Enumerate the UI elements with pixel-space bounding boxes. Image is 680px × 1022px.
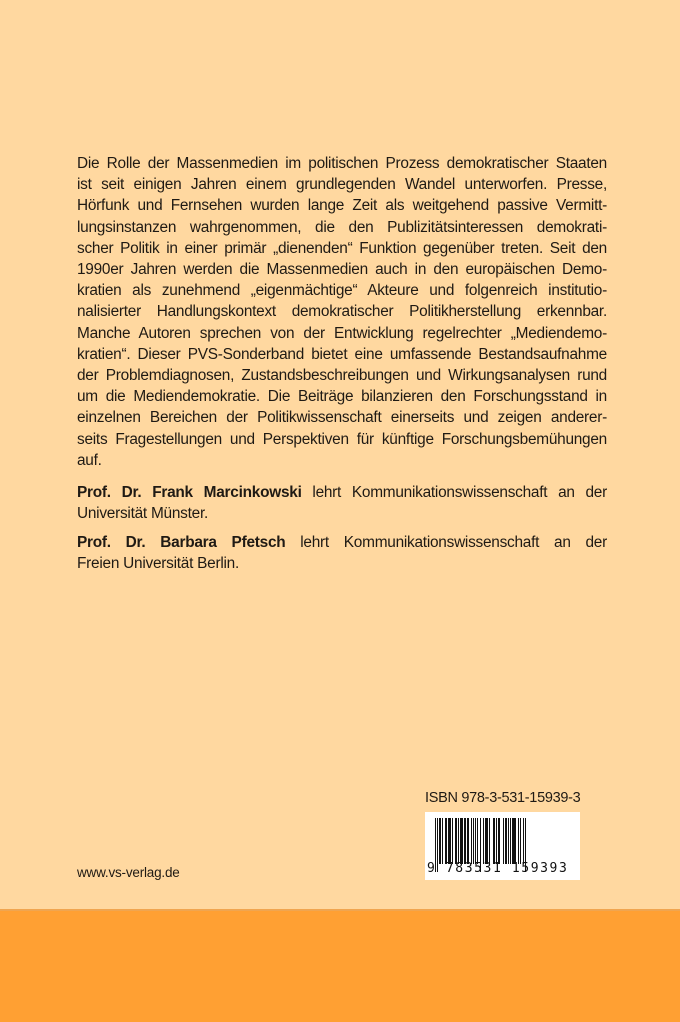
blurb-line: der Problemdiagnosen, Zustandsbeschreibungen und Wirkungsanalysen rund xyxy=(77,367,607,385)
blurb-line: Manche Autoren sprechen von der Entwicklung regelrechter „Mediendemo- xyxy=(77,324,607,342)
blurb-line: einzelnen Bereichen der Politikwissenschaft einerseits und zeigen anderer- xyxy=(77,409,607,427)
blurb-line: lungsinstanzen wahrgenommen, die den Publizitätsinteressen demokrati- xyxy=(77,218,607,236)
barcode-icon xyxy=(435,818,573,864)
publisher-url[interactable]: www.vs-verlag.de xyxy=(77,865,180,880)
blurb-line: kratien als zunehmend „eigenmächtige“ Akteure und folgenreich institutio- xyxy=(77,282,607,300)
author-affiliation: lehrt Kommunikationswissenschaft an der xyxy=(285,534,607,551)
blurb-line: Hörfunk und Fernsehen wurden lange Zeit als weitgehend passive Vermitt- xyxy=(77,197,607,215)
blurb-line: nalisierter Handlungskontext demokratischer Politikherstellung erkennbar. xyxy=(77,303,607,321)
blurb-line: Die Rolle der Massenmedien im politischen Prozess demokratischer Staaten xyxy=(77,155,607,172)
blurb-line: ist seit einigen Jahren einem grundlegenden Wandel unterworfen. Presse, xyxy=(77,176,607,194)
blurb-line: scher Politik in einer primär „dienenden“ Funktion gegenüber treten. Seit den xyxy=(77,239,607,257)
author-name: Prof. Dr. Frank Marcinkowski xyxy=(77,484,302,501)
blurb-line: seits Fragestellungen und Perspektiven für künftige Forschungsbemühungen xyxy=(77,430,607,448)
author-bio-pfetsch xyxy=(77,532,607,574)
author-institution: Freien Universität Berlin. xyxy=(77,555,240,573)
back-cover-blurb xyxy=(77,153,607,471)
blurb-line: kratien“. Dieser PVS-Sonderband bietet eine umfassende Bestandsaufnahme xyxy=(77,345,607,363)
isbn-label: ISBN 978-3-531-15939-3 xyxy=(425,790,581,806)
blurb-line: auf. xyxy=(77,451,102,469)
blurb-line: 1990er Jahren werden die Massenmedien auch in den europäischen Demo- xyxy=(77,261,607,279)
bottom-color-band xyxy=(0,909,680,1022)
author-affiliation: lehrt Kommunikationswissenschaft an der xyxy=(301,484,607,501)
author-bio-marcinkowski xyxy=(77,482,607,524)
isbn-barcode xyxy=(425,812,580,880)
barcode-digits: 9 783531 159393 xyxy=(427,861,569,876)
author-institution: Universität Münster. xyxy=(77,505,208,523)
author-name: Prof. Dr. Barbara Pfetsch xyxy=(77,534,286,551)
blurb-line: um die Mediendemokratie. Die Beiträge bilanzieren den Forschungsstand in xyxy=(77,388,607,406)
